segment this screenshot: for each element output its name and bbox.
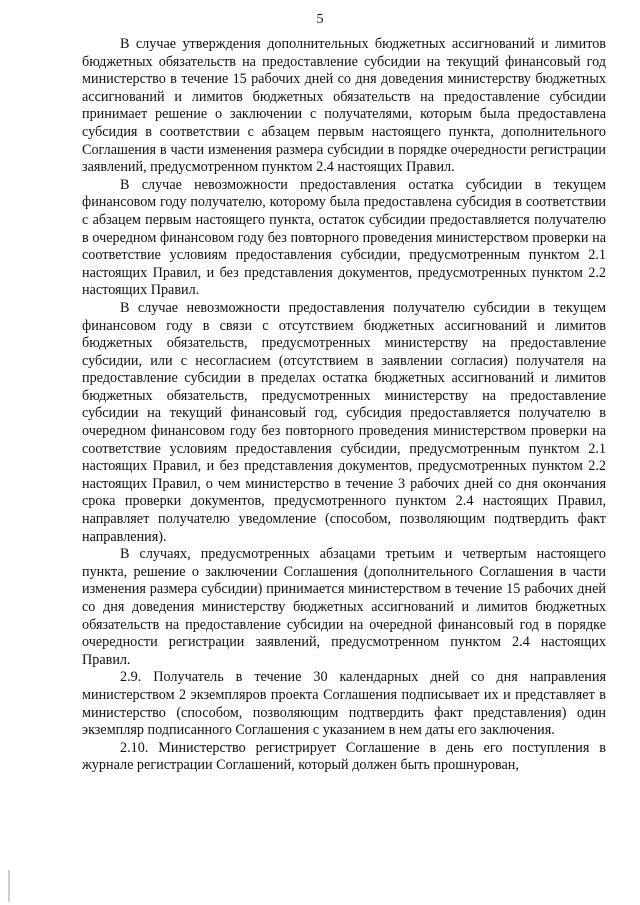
paragraph-additional-allocations: В случае утверждения дополнительных бюджетных ассигнований и лимитов бюджетных обязательств на предоставление субсидии на текущий финансовый год министерство в течение 15 рабочих дней со дня доведения министерству бюджетных ассигнований и лимитов бюджетных обязательств на предоставление субсидии принимает решение о заключении с получателями, которым была предоставлена субсидия в соответствии с абзацем первым настоящего пункта, дополнительного Соглашения в части изменения размера субсидии в порядке очередности регистрации заявлений, предусмотренном пунктом 2.4 настоящих Правил. bbox=[82, 36, 606, 176]
paragraph-decision-timing: В случаях, предусмотренных абзацами третьим и четвертым настоящего пункта, решение о заключении Соглашения (дополнительного Соглашения в части изменения размера субсидии) принимается министерством в течение 15 рабочих дней со дня доведения министерству бюджетных ассигнований и лимитов бюджетных обязательств на предоставление субсидии на очередной финансовый год в порядке очередности регистрации заявлений, предусмотренном пунктом 2.4 настоящих Правил. bbox=[82, 546, 606, 668]
paragraph-balance-impossibility: В случае невозможности предоставления остатка субсидии в текущем финансовом году получателю, которому была предоставлена субсидия в соответствии с абзацем первым настоящего пункта, остаток субсидии предоставляется получателю в очередном финансовом году без повторного проведения министерством проверки на соответствие условиям предоставления субсидии, предусмотренным пунктом 2.1 настоящих Правил, и без представления документов, предусмотренных пунктом 2.2 настоящих Правил. bbox=[82, 176, 606, 299]
paragraph-2-10: 2.10. Министерство регистрирует Соглашение в день его поступления в журнале регистрации Соглашений, который должен быть прошнурован, bbox=[82, 739, 606, 774]
document-body bbox=[82, 36, 606, 775]
scan-edge-mark bbox=[8, 870, 10, 902]
paragraph-2-9: 2.9. Получатель в течение 30 календарных дней со дня направления министерством 2 экземпляров проекта Соглашения подписывает их и представляет в министерство (способом, позволяющим подтвердить факт представления) один экземпляр подписанного Соглашения с указанием в нем даты его заключения. bbox=[82, 669, 606, 739]
paragraph-no-allocations: В случае невозможности предоставления получателю субсидии в текущем финансовом году в связи с отсутствием бюджетных ассигнований и лимитов бюджетных обязательств, предусмотренных министерству на предоставление субсидии, или с несогласием (отсутствием в заявлении согласия) получателя на предоставление субсидии в пределах остатка бюджетных ассигнований и лимитов бюджетных обязательств, предусмотренных министерству на предоставление субсидии на текущий финансовый год, субсидия предоставляется получателю в очередном финансовом году без повторного проведения министерством проверки на соответствие условиям предоставления субсидии, предусмотренным пунктом 2.1 настоящих Правил, и без представления документов, предусмотренных пунктом 2.2 настоящих Правил, о чем министерство в течение 3 рабочих дней со дня окончания срока проверки документов, предусмотренного пунктом 2.4 настоящих Правил, направляет получателю уведомление (способом, позволяющим подтвердить факт направления). bbox=[82, 299, 606, 545]
page-number: 5 bbox=[316, 12, 324, 27]
